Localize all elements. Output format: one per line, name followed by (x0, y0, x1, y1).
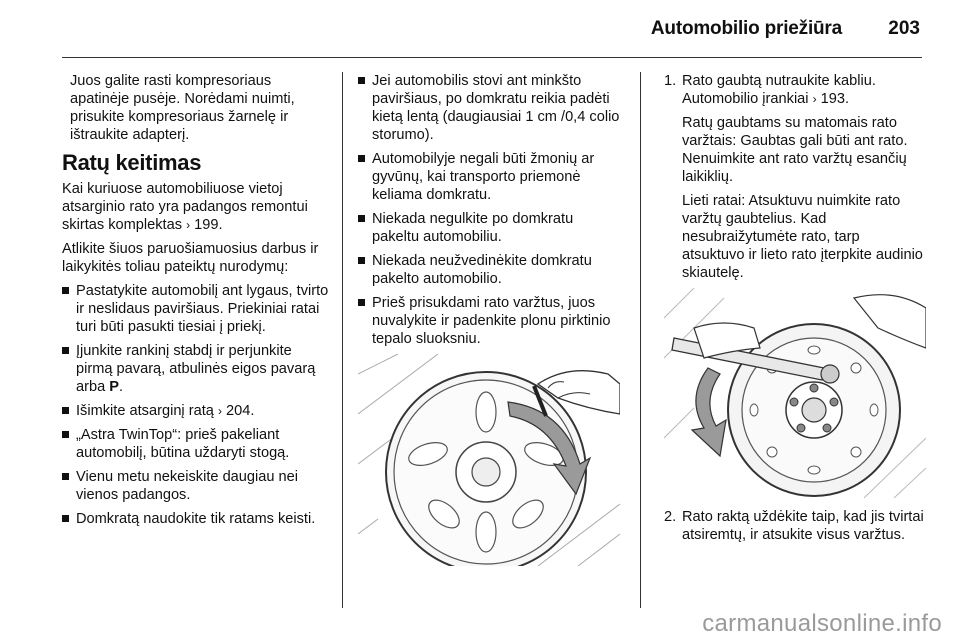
steps-list (664, 72, 926, 282)
step-number: 1. (664, 73, 677, 89)
list-item: Įjunkite rankinį stabdį ir perjunkite pirmą pavarą, atbulinės eigos pavarą arba P. (62, 342, 332, 396)
intro-paragraph: Juos galite rasti kompresoriaus apatinėje pusėje. Norėdami nuimti, prisukite kompresoriaus žarnelę ir ištraukite adapterį. (70, 73, 295, 143)
list-item: Domkratą naudokite tik ratams keisti. (62, 510, 332, 528)
header-rule (62, 57, 922, 58)
list-item: Automobilyje negali būti žmonių ar gyvūnų, kai transporto priemonė keliama domkratu. (358, 150, 623, 204)
column-1 (62, 72, 332, 534)
step-note: Ratų gaubtams su matomais rato varžtais: Gaubtas gali būti ant rato. Nenuimkite ant rato varžtų esančių laikiklių. (682, 115, 908, 185)
safety-list (358, 72, 623, 348)
preparation-list (62, 282, 332, 528)
gear-letter: P (109, 379, 120, 395)
hubcap-drawing (358, 354, 620, 566)
list-item: Jei automobilis stovi ant minkšto paviršiaus, po domkratu reikia padėti kietą lentą (daugiausiai 1 cm /0,4 colio storumo). (358, 72, 623, 144)
column-divider-2 (640, 72, 641, 608)
step-note: Lieti ratai: Atsuktuvu nuimkite rato varžtų gaubtelius. Kad nesubraižytumėte rato, tarp atsuktuvo ir lieto rato įterpkite audinio skiautelę. (682, 193, 923, 281)
paragraph-spare-wheel: Kai kuriuose automobiliuose vietoj atsarginio rato yra padangos remontui skirtas komplektas › 199. (62, 181, 308, 233)
step-number: 2. (664, 509, 677, 525)
list-item: Vienu metu nekeiskite daugiau nei vienos padangos. (62, 468, 332, 504)
page-reference[interactable]: 199. (194, 217, 223, 233)
hubcap-removal-illustration (358, 354, 620, 566)
reference-arrow-icon: › (217, 404, 222, 418)
list-item: Pastatykite automobilį ant lygaus, tvirto ir neslidaus paviršiaus. Priekiniai ratai turi būti pasukti tiesiai į priekį. (62, 282, 332, 336)
wheel-wrench-illustration (664, 288, 926, 498)
list-item: Išimkite atsarginį ratą › 204. (62, 402, 332, 420)
page-reference[interactable]: 204. (226, 403, 255, 419)
section-title: Automobilio priežiūra (650, 18, 842, 39)
column-divider-1 (342, 72, 343, 608)
page-header (0, 0, 960, 60)
watermark: carmanualsonline.info (702, 610, 942, 637)
wheel-wrench-drawing (664, 288, 926, 498)
column-3 (664, 72, 926, 550)
paragraph-preparation: Atlikite šiuos paruošiamuosius darbus ir laikykitės toliau pateiktų nurodymų: (62, 241, 319, 275)
page-number: 203 (888, 18, 920, 39)
list-item: „Astra TwinTop“: prieš pakeliant automobilį, būtina uždaryti stogą. (62, 426, 332, 462)
list-item: Niekada neužvedinėkite domkratu pakelto automobilio. (358, 252, 623, 288)
reference-arrow-icon: › (186, 218, 191, 232)
reference-arrow-icon: › (812, 92, 817, 106)
list-item: Prieš prisukdami rato varžtus, juos nuvalykite ir padenkite plonu pirktinio tepalo sluoksniu. (358, 294, 623, 348)
page-reference[interactable]: 193. (820, 91, 850, 107)
step-item: 1. Rato gaubtą nutraukite kabliu. Automobilio įrankiai › 193. Ratų gaubtams su matomais rato varžtais: Gaubtas gali būti ant rato. Nenuimkite ant rato varžtų esančių laikiklių. Lieti ratai: Atsuktuvu nuimkite rato varžtų gaubtelius. Kad nesubraižytumėte rato, tarp atsuktuvo ir lieto rato įterpkite audinio skiautelę. (664, 72, 926, 282)
section-heading: Ratų keitimas (62, 150, 202, 175)
list-item: Niekada negulkite po domkratu pakeltu automobiliu. (358, 210, 623, 246)
steps-list-continued (664, 508, 926, 544)
column-2 (358, 72, 623, 566)
step-item: 2. Rato raktą uždėkite taip, kad jis tvirtai atsiremtų, ir atsukite visus varžtus. (664, 509, 924, 543)
